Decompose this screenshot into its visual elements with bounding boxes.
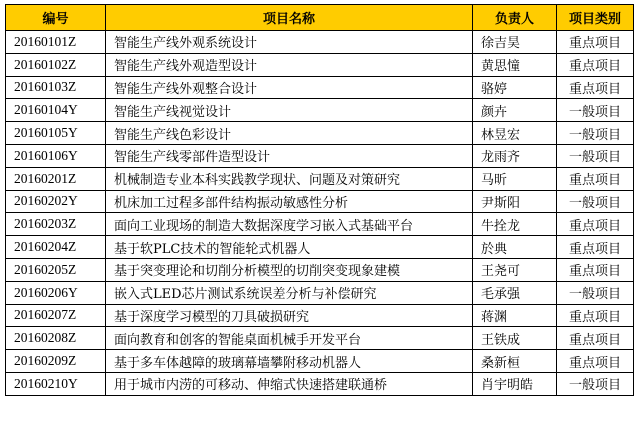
project-table xyxy=(5,4,634,396)
cell-project-name: 智能生产线外观造型设计 xyxy=(106,53,473,76)
header-owner: 负责人 xyxy=(473,5,557,31)
cell-id: 20160203Z xyxy=(6,213,106,236)
cell-category: 重点项目 xyxy=(557,258,634,281)
cell-project-name: 面向工业现场的制造大数据深度学习嵌入式基础平台 xyxy=(106,213,473,236)
header-id: 编号 xyxy=(6,5,106,31)
table-row xyxy=(6,304,634,327)
cell-category: 重点项目 xyxy=(557,213,634,236)
cell-owner: 马昕 xyxy=(473,167,557,190)
table-row xyxy=(6,213,634,236)
header-type: 项目类别 xyxy=(557,5,634,31)
cell-owner: 蒋渊 xyxy=(473,304,557,327)
cell-project-name: 嵌入式LED芯片测试系统误差分析与补偿研究 xyxy=(106,281,473,304)
cell-owner: 骆婷 xyxy=(473,76,557,99)
cell-category: 一般项目 xyxy=(557,122,634,145)
cell-category: 一般项目 xyxy=(557,190,634,213)
cell-owner: 林昱宏 xyxy=(473,122,557,145)
cell-project-name: 面向教育和创客的智能桌面机械手开发平台 xyxy=(106,327,473,350)
cell-project-name: 智能生产线色彩设计 xyxy=(106,122,473,145)
table-row xyxy=(6,53,634,76)
table-row xyxy=(6,144,634,167)
cell-id: 20160205Z xyxy=(6,258,106,281)
cell-project-name: 基于多车体越障的玻璃幕墙攀附移动机器人 xyxy=(106,350,473,373)
cell-owner: 徐吉昊 xyxy=(473,31,557,54)
cell-category: 重点项目 xyxy=(557,236,634,259)
cell-category: 一般项目 xyxy=(557,372,634,395)
cell-id: 20160209Z xyxy=(6,350,106,373)
table-row xyxy=(6,258,634,281)
cell-id: 20160201Z xyxy=(6,167,106,190)
table-row xyxy=(6,190,634,213)
cell-category: 重点项目 xyxy=(557,31,634,54)
cell-project-name: 基于软PLC技术的智能轮式机器人 xyxy=(106,236,473,259)
cell-id: 20160102Z xyxy=(6,53,106,76)
cell-project-name: 机床加工过程多部件结构振动敏感性分析 xyxy=(106,190,473,213)
cell-owner: 毛承强 xyxy=(473,281,557,304)
cell-owner: 尹斯阳 xyxy=(473,190,557,213)
cell-project-name: 智能生产线零部件造型设计 xyxy=(106,144,473,167)
cell-owner: 肖宇明皓 xyxy=(473,372,557,395)
cell-category: 重点项目 xyxy=(557,167,634,190)
cell-id: 20160208Z xyxy=(6,327,106,350)
cell-id: 20160105Y xyxy=(6,122,106,145)
cell-id: 20160101Z xyxy=(6,31,106,54)
cell-category: 重点项目 xyxy=(557,327,634,350)
table-row xyxy=(6,372,634,395)
cell-category: 重点项目 xyxy=(557,76,634,99)
cell-id: 20160103Z xyxy=(6,76,106,99)
cell-project-name: 智能生产线外观系统设计 xyxy=(106,31,473,54)
cell-category: 一般项目 xyxy=(557,281,634,304)
table-row xyxy=(6,327,634,350)
cell-category: 重点项目 xyxy=(557,304,634,327)
cell-project-name: 基于突变理论和切削分析模型的切削突变现象建模 xyxy=(106,258,473,281)
cell-category: 重点项目 xyxy=(557,350,634,373)
table-row xyxy=(6,76,634,99)
table-row xyxy=(6,236,634,259)
cell-owner: 王铁成 xyxy=(473,327,557,350)
cell-category: 一般项目 xyxy=(557,144,634,167)
table-row xyxy=(6,167,634,190)
cell-project-name: 智能生产线外观整合设计 xyxy=(106,76,473,99)
cell-owner: 黄思憧 xyxy=(473,53,557,76)
table-row xyxy=(6,350,634,373)
table-body xyxy=(6,31,634,396)
cell-id: 20160104Y xyxy=(6,99,106,122)
cell-owner: 牛拴龙 xyxy=(473,213,557,236)
cell-owner: 於典 xyxy=(473,236,557,259)
cell-project-name: 机械制造专业本科实践教学现状、问题及对策研究 xyxy=(106,167,473,190)
header-row xyxy=(6,5,634,31)
table-row xyxy=(6,31,634,54)
cell-id: 20160202Y xyxy=(6,190,106,213)
cell-id: 20160106Y xyxy=(6,144,106,167)
cell-project-name: 智能生产线视觉设计 xyxy=(106,99,473,122)
cell-id: 20160207Z xyxy=(6,304,106,327)
cell-owner: 颜卉 xyxy=(473,99,557,122)
cell-id: 20160206Y xyxy=(6,281,106,304)
header-name: 项目名称 xyxy=(106,5,473,31)
cell-id: 20160210Y xyxy=(6,372,106,395)
table-row xyxy=(6,281,634,304)
table-row xyxy=(6,122,634,145)
cell-category: 一般项目 xyxy=(557,99,634,122)
cell-project-name: 基于深度学习模型的刀具破损研究 xyxy=(106,304,473,327)
cell-category: 重点项目 xyxy=(557,53,634,76)
cell-id: 20160204Z xyxy=(6,236,106,259)
cell-owner: 王尧可 xyxy=(473,258,557,281)
cell-project-name: 用于城市内涝的可移动、伸缩式快速搭建联通桥 xyxy=(106,372,473,395)
cell-owner: 桑新桓 xyxy=(473,350,557,373)
table-row xyxy=(6,99,634,122)
cell-owner: 龙雨齐 xyxy=(473,144,557,167)
